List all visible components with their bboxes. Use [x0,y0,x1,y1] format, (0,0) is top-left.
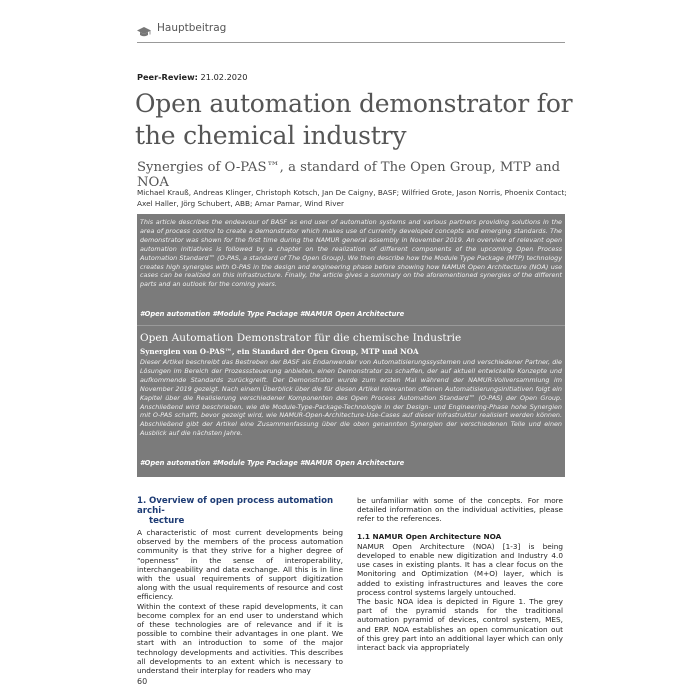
graduation-cap-icon [137,23,151,35]
abstract-english: This article describes the endeavour of BASF as end user of automation systems and various partners providing solutions in the area of process control to create a demonstrator which makes use of currently developed concepts and emerging standards. The demonstrator was shown for the first time during the NAMUR general assembly in November 2019. An overview of relevant open automation initiatives is followed by a chapter on the realization of different components of the upcoming Open Process Automation Standard™ (O-PAS, a standard of The Open Group). We then describe how the Module Type Package (MTP) technology creates high synergies with O-PAS in the design and engineering phase before showing how NAMUR Open Architecture (NOA) use cases can be realized on this infrastructure. Finally, the article gives a summary on the aforementioned synergies of the different parts and an outlook for the coming years. [140,218,562,289]
abstract-german: Dieser Artikel beschreibt das Bestreben der BASF als Endanwender von Automatisierungssystemen und verschiedener Partner, die Lösungen im Bereich der Prozesssteuerung anbieten, einen Demonstrator zu schaffen, der auf aktuell entwickelte Konzepte und aufkommende Standards zurückgreift. Der Demonstrator wurde zum ersten Mal während der NAMUR-Vollversammlung im November 2019 gezeigt. Nach einem Überblick über die für diesen Artikel relevanten offenen Automatisierungsinitiativen folgt ein Kapitel über die Realisierung verschiedener Komponenten des Open Process Automation Standard™ (O-PAS) der Open Group. Anschließend wird beschrieben, wie die Module-Type-Package-Technologie in der Design- und Engineering-Phase hohe Synergien mit O-PAS schafft, bevor gezeigt wird, wie NAMUR-Open-Architecture-Use-Cases auf dieser Infrastruktur realisiert werden können. Abschließend gibt der Artikel eine Zusammenfassung über die oben genannten Synergien der verschiedenen Teile und einen Ausblick auf die nächsten Jahre. [140,358,562,438]
keywords-english: #Open automation #Module Type Package #NAMUR Open Architecture [140,310,405,318]
peer-review-date: 21.02.2020 [200,72,248,82]
section-number: 1. [137,496,147,506]
peer-review-label: Peer-Review: [137,72,198,82]
section-heading-line1: Overview of open process automation archi- [137,496,334,516]
author-list: Michael Krauß, Andreas Klinger, Christoph Kotsch, Jan De Caigny, BASF; Wilfried Grote, Jason Norris, Phoenix Contact; Axel Haller, Jörg Schubert, ABB; Amar Pamar, Wind River [137,188,567,208]
body-paragraph: A characteristic of most current developments being observed by the members of the process automation community is that they strive for a higher degree of “openness” in the sense of interoperability, interchangeability and data exchange. All this is in line with the usual requirements of support digitization along with the usual requirements of resource and cost efficiency. [137,528,343,602]
section-label: Hauptbeitrag [157,22,227,34]
page-number: 60 [137,677,148,686]
header-divider [137,42,565,43]
abstract-box [137,214,565,477]
peer-review-line [137,72,247,82]
keywords-german: #Open automation #Module Type Package #NAMUR Open Architecture [140,459,405,467]
article-subtitle: Synergies of O-PAS™, a standard of The Open Group, MTP and NOA [137,160,561,190]
section-1-1-heading: 1.1 NAMUR Open Architecture NOA [357,531,502,541]
german-title: Open Automation Demonstrator für die chemische Industrie [140,332,462,344]
left-column [137,496,343,675]
article-title: Open automation demonstrator for the chemical industry [135,89,573,150]
body-paragraph: be unfamiliar with some of the concepts. For more detailed information on the individual activities, please refer to the references. [357,496,563,524]
right-column [357,496,563,652]
abstract-divider [137,325,565,326]
section-heading-line2: tecture [149,516,185,526]
section-1-heading [137,496,343,526]
body-paragraph: The basic NOA idea is depicted in Figure 1. The grey part of the pyramid stands for the traditional automation pyramid of devices, control system, MES, and ERP. NOA establishes an open communication out of this grey part into an additional layer which can only interact back via appropriately [357,597,563,653]
page-header [137,20,565,42]
body-paragraph: Within the context of these rapid developments, it can become complex for an end user to understand which of these technologies are of relevance and if it is possible to combine their advantages in one plant. We start with an introduction to some of the major technology developments and activities. This describes all developments to an extent which is necessary to understand their interplay for readers who may [137,601,343,676]
german-subtitle: Synergien von O-PAS™, ein Standard der Open Group, MTP und NOA [140,347,419,356]
body-paragraph: NAMUR Open Architecture (NOA) [1-3] is being developed to enable new digitization and Industry 4.0 use cases in existing plants. It has a clear focus on the Monitoring and Optimization (M+O) layer, which is added to existing infrastructures and leaves the core process control systems largely untouched. [357,541,563,597]
